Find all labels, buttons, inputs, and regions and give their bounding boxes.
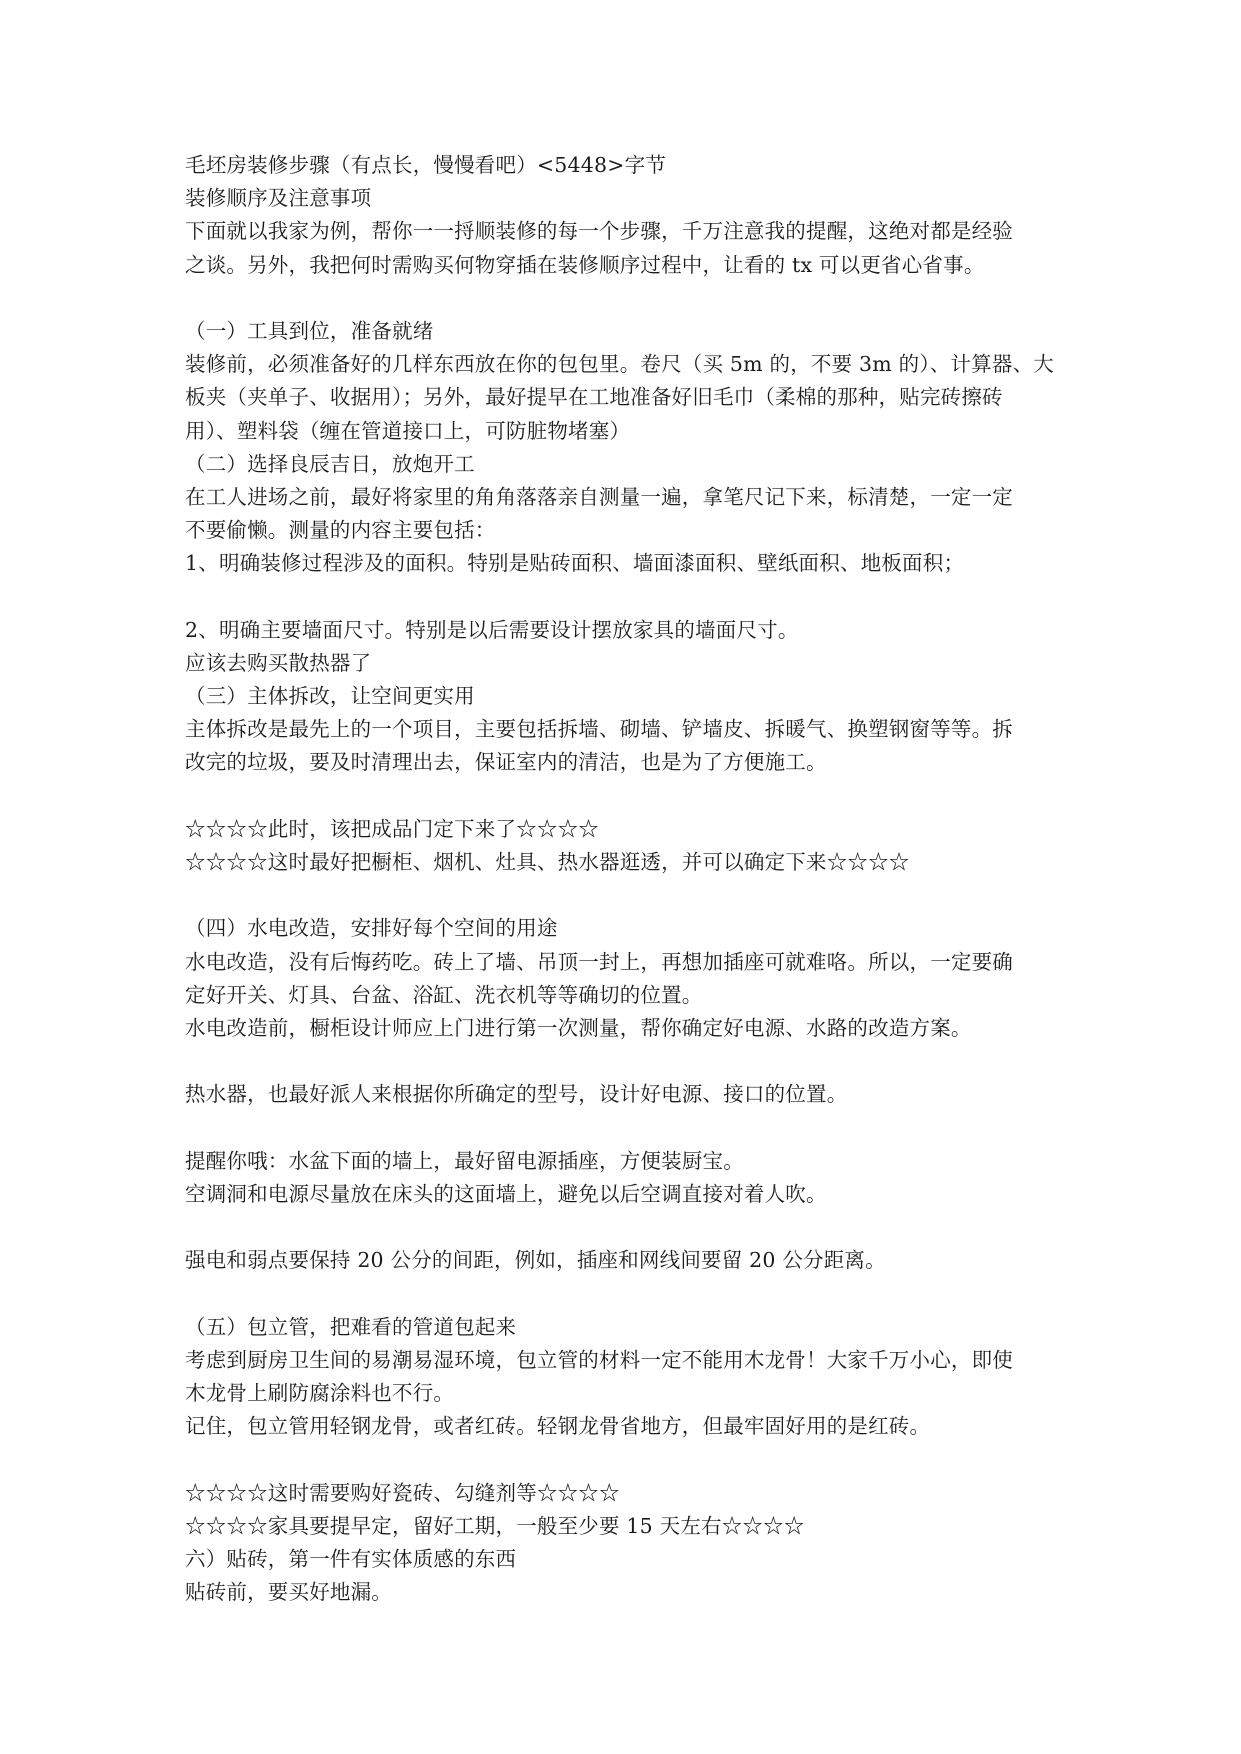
text-line: 用）、塑料袋（缠在管道接口上，可防脏物堵塞） <box>185 418 631 443</box>
blank-line <box>185 580 1065 613</box>
text-line: 记住，包立管用轻钢龙骨，或者红砖。轻钢龙骨省地方，但最牢固好用的是红砖。 <box>185 1414 931 1439</box>
blank-line <box>185 1443 1065 1476</box>
text-line: 不要偷懒。测量的内容主要包括： <box>185 518 496 543</box>
text-line: 定好开关、灯具、台盆、浴缸、洗衣机等等确切的位置。 <box>185 982 703 1007</box>
section-heading-2: （二）选择良辰吉日，放炮开工 <box>185 451 475 476</box>
text-line: 下面就以我家为例，帮你一一捋顺装修的每一个步骤，千万注意我的提醒，这绝对都是经验 <box>185 219 1013 244</box>
blank-line <box>185 1211 1065 1244</box>
text-line: 贴砖前，要买好地漏。 <box>185 1580 392 1605</box>
blank-line <box>185 1277 1065 1310</box>
section-heading-1: （一）工具到位，准备就绪 <box>185 318 434 343</box>
text-line: 热水器，也最好派人来根据你所确定的型号，设计好电源、接口的位置。 <box>185 1082 848 1107</box>
text-line: 考虑到厨房卫生间的易潮易湿环境，包立管的材料一定不能用木龙骨！大家千万小心，即使 <box>185 1347 1013 1372</box>
section-heading-3: （三）主体拆改，让空间更实用 <box>185 684 475 708</box>
blank-line <box>185 1045 1065 1078</box>
text-line: 改完的垃圾，要及时清理出去，保证室内的清洁，也是为了方便施工。 <box>185 750 827 775</box>
text-line: 木龙骨上刷防腐涂料也不行。 <box>185 1380 455 1405</box>
text-line: 水电改造前，橱柜设计师应上门进行第一次测量，帮你确定好电源、水路的改造方案。 <box>185 1015 972 1040</box>
star-note: ☆☆☆☆这时最好把橱柜、烟机、灶具、热水器逛透，并可以确定下来☆☆☆☆ <box>185 849 910 874</box>
text-line: 之谈。另外，我把何时需购买何物穿插在装修顺序过程中，让看的 tx 可以更省心省事。 <box>185 252 985 277</box>
text-line: 在工人进场之前，最好将家里的角角落落亲自测量一遍，拿笔尺记下来，标清楚，一定一定 <box>185 484 1013 509</box>
blank-line <box>185 282 1065 315</box>
section-heading-4: （四）水电改造，安排好每个空间的用途 <box>185 916 558 941</box>
star-note: ☆☆☆☆家具要提早定，留好工期，一般至少要 15 天左右☆☆☆☆ <box>185 1513 805 1538</box>
list-item: 1、明确装修过程涉及的面积。特别是贴砖面积、墙面漆面积、壁纸面积、地板面积； <box>185 551 965 576</box>
blank-line <box>185 879 1065 912</box>
section-heading-5: （五）包立管，把难看的管道包起来 <box>185 1314 517 1339</box>
list-item: 2、明确主要墙面尺寸。特别是以后需要设计摆放家具的墙面尺寸。 <box>185 617 799 642</box>
text-line: 强电和弱点要保持 20 公分的间距，例如，插座和网线间要留 20 公分距离。 <box>185 1248 886 1273</box>
text-line: 提醒你哦：水盆下面的墙上，最好留电源插座，方便装厨宝。 <box>185 1148 744 1173</box>
text-line: 主体拆改是最先上的一个项目，主要包括拆墙、砌墙、铲墙皮、拆暖气、换塑钢窗等等。拆 <box>185 717 1013 742</box>
text-line: 应该去购买散热器了 <box>185 650 372 675</box>
document-subtitle: 装修顺序及注意事项 <box>185 186 372 211</box>
blank-line <box>185 780 1065 813</box>
text-line: 装修前，必须准备好的几样东西放在你的包包里。卷尺（买 5m 的，不要 3m 的）、计算器、大 <box>185 352 1054 377</box>
star-note: ☆☆☆☆这时需要购好瓷砖、勾缝剂等☆☆☆☆ <box>185 1480 620 1505</box>
text-line: 空调洞和电源尽量放在床头的这面墙上，避免以后空调直接对着人吹。 <box>185 1181 827 1206</box>
blank-line <box>185 1111 1065 1144</box>
text-line: 水电改造，没有后悔药吃。砖上了墙、吊顶一封上，再想加插座可就难咯。所以，一定要确 <box>185 949 1013 974</box>
document-body <box>185 149 1065 1609</box>
document-title: 毛坯房装修步骤（有点长，慢慢看吧）<5448>字节 <box>185 153 667 177</box>
section-heading-6: 六）贴砖，第一件有实体质感的东西 <box>185 1546 517 1571</box>
star-note: ☆☆☆☆此时，该把成品门定下来了☆☆☆☆ <box>185 816 599 841</box>
text-line: 板夹（夹单子、收据用）；另外，最好提早在工地准备好旧毛巾（柔棉的那种，贴完砖擦砖 <box>185 385 1003 410</box>
